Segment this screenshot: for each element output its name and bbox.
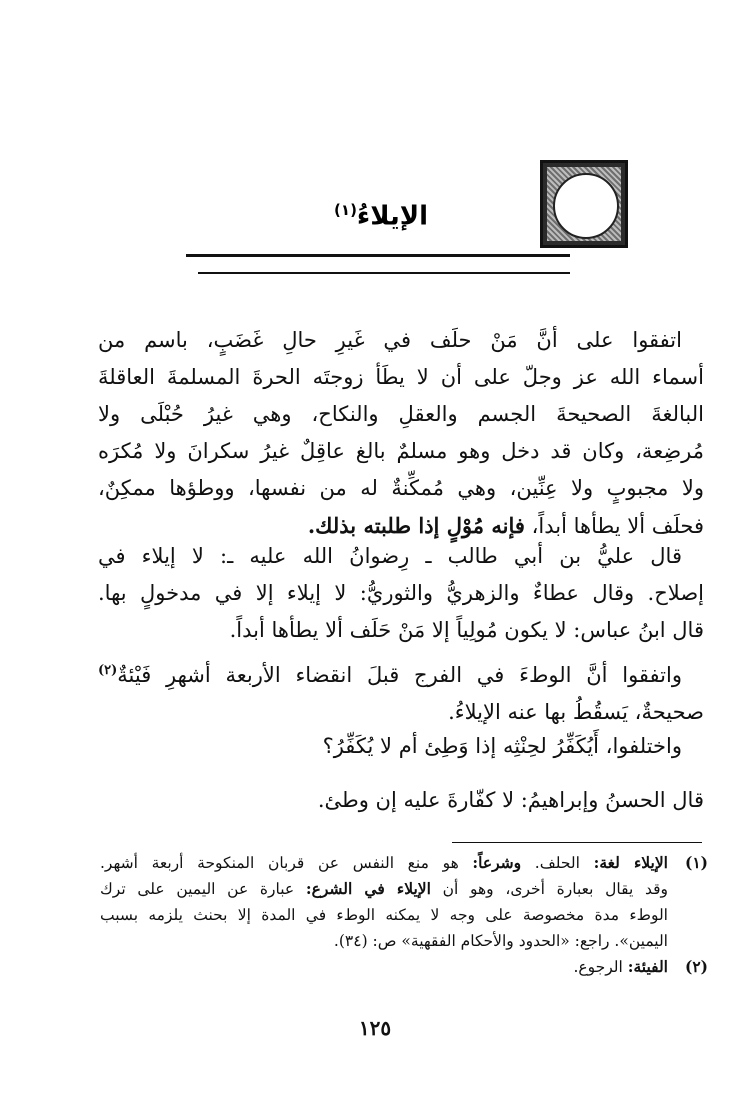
paragraph-4: [98, 728, 704, 765]
chapter-footnote-ref: (١): [334, 201, 357, 219]
footnote-term: الفيئة:: [627, 957, 668, 976]
footnote-2: [100, 954, 708, 980]
footnote-text: [100, 850, 668, 954]
chapter-title: [334, 192, 428, 235]
footnote-line: الوطء مدة مخصوصة على وجه لا يمكنه الوطء في المدة إلا بحنث يلزمه بسبب: [100, 906, 668, 924]
paragraph-line: إصلاح. وقال عطاءٌ والزهريُّ والثوريُّ: لا إيلاء إلا في مدخولٍ بها.: [98, 581, 704, 605]
footnote-text-part: عبارة عن اليمين على ترك: [100, 880, 306, 898]
footnote-line: اليمين». راجع: «الحدود والأحكام الفقهية» ص: (٣٤).: [333, 932, 668, 950]
paragraph-2: [98, 538, 704, 649]
chapter-emblem-icon: [540, 160, 628, 248]
footnote-number: (٢): [684, 957, 708, 976]
title-rule-bottom: [198, 272, 570, 274]
paragraph-text: واتفقوا أنَّ الوطءَ في الفرج قبلَ انقضاء الأربعة أشهرِ فَيْئةٌ: [117, 663, 682, 687]
paragraph-line: [98, 652, 704, 694]
bold-ruling: فإنه مُوْلٍ إذا طلبته بذلك.: [307, 513, 525, 538]
page-number: ١٢٥: [358, 1016, 392, 1040]
chapter-title-text: الإيلاءُ: [356, 201, 428, 232]
footnote-line: [100, 876, 668, 902]
footnote-text-part: الحلف.: [521, 854, 594, 872]
footnote-1: [100, 850, 708, 954]
paragraph-line: اتفقوا على أنَّ مَنْ حلَف في غَيرِ حالِ غَضَبٍ، باسم من: [98, 328, 682, 352]
paragraph-text: فحلَف ألا يطأها أبداً،: [531, 514, 704, 538]
paragraph-3: [98, 652, 704, 731]
footnote-term: الإيلاء لغة:: [593, 853, 668, 872]
paragraph-line: قال ابنُ عباس: لا يكون مُولِياً إلا مَنْ حَلَف ألا يطأها أبداً.: [229, 618, 704, 642]
paragraph-line: قال الحسنُ وإبراهيمُ: لا كفّارةَ عليه إن وطئ.: [317, 788, 704, 812]
paragraph-line: أسماء الله عز وجلّ على أن لا يطَأ زوجتَه الحرةَ المسلمةَ العاقلةَ: [98, 365, 704, 389]
paragraph-5: [98, 782, 704, 819]
paragraph-1: [98, 322, 704, 545]
footnote-ref-2: (٢): [98, 663, 118, 678]
footnote-term: الإيلاء في الشرع:: [305, 879, 431, 898]
footnote-text: [100, 954, 668, 980]
footnotes: [100, 850, 708, 980]
paragraph-line: واختلفوا، أَيُكَفِّرُ لحِنْثِه إذا وَطِئ أم لا يُكَفِّرُ؟: [322, 734, 682, 758]
footnote-term: وشرعاً:: [472, 853, 522, 872]
paragraph-line: قال عليُّ بن أبي طالب ـ رِضوانُ الله عليه ـ: لا إيلاء في: [98, 544, 682, 568]
emblem-circle: [553, 173, 619, 239]
footnote-number: (١): [684, 853, 708, 872]
title-rule-top: [186, 254, 570, 257]
paragraph-line: ولا مجبوبٍ ولا عِنِّين، وهي مُمكِّنةٌ له من نفسها، ووطؤها ممكِنٌ،: [98, 476, 704, 500]
paragraph-line: البالغةَ الصحيحةَ الجسم والعقلِ والنكاح، وهي غيرُ حُبْلَى ولا: [98, 402, 704, 426]
footnote-line: [100, 850, 668, 876]
footnote-separator: [452, 842, 702, 843]
footnote-text-part: الرجوع.: [573, 958, 628, 976]
footnote-text-part: وقد يقال بعبارة أخرى، وهو أن: [430, 880, 668, 898]
footnote-line: [100, 954, 668, 980]
footnote-text-part: هو منع النفس عن قربان المنكوحة أربعة أشهر.: [100, 854, 473, 872]
paragraph-line: صحيحةٌ، يَسقُطُ بها عنه الإيلاءُ.: [448, 700, 704, 724]
paragraph-line: مُرضِعة، وكان قد دخل وهو مسلمٌ بالغ عاقِلٌ غيرُ سكرانَ ولا مُكرَه: [98, 439, 704, 463]
